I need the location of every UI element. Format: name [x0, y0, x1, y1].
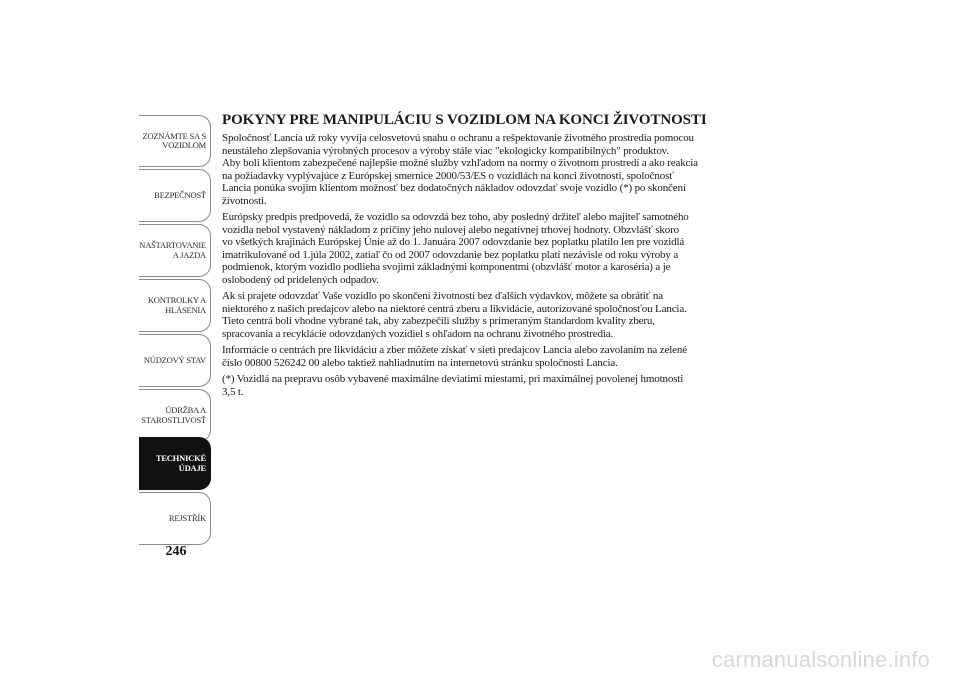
paragraph: Ak si prajete odovzdať Vaše vozidlo po skončení životnosti bez ďalších výdavkov, môžete sa obrátiť na niektorého z našich predajcov alebo na niektoré centrá zberu a likvidácie, autorizované spoločnosťou Lancia. Tieto centrá boli vhodne vybrané tak, aby zabezpečili služby s primeraným štandardom kvality zberu, spracovania a recyklácie odovzdaných vozidiel s ohľadom na ochranu životného prostredia.	[222, 290, 687, 340]
tab-nastartovanie-a-jazda[interactable]	[139, 224, 211, 277]
footnote: (*) Vozidlá na prepravu osôb vybavené maximálne deviatimi miestami, pri maximálnej povolenej hmotnosti 3,5 t.	[222, 373, 684, 398]
tab-label: NÚDZOVÝ STAV	[143, 354, 206, 365]
tab-label: TECHNICKÉ ÚDAJE	[155, 453, 206, 473]
paragraph: Spoločnosť Lancia už roky vyvíja celosvetovú snahu o ochranu a rešpektovanie životného prostredia pomocou neustáleho zlepšovania výrobných procesov a výroby stále viac "ekologicky kompatibilných" produktov. Aby boli klientom zabezpečené najlepšie možné služby vzhľadom na normy o životnom prostredí a ako reakcia na požiadavky vyplývajúce z Európskej smernice 2000/53/ES o vozidlách na konci životnosti, spoločnosť Lancia ponúka svojim klientom možnosť bez dodatočných nákladov odovzdať svoje vozidlo (*) po skončení životnosti.	[222, 132, 698, 207]
page-number: 246	[165, 544, 187, 559]
tab-kontrolky-a-hlasenia[interactable]	[139, 279, 211, 332]
tab-technicke-udaje[interactable]	[139, 437, 211, 490]
tab-nudzovy-stav[interactable]	[139, 334, 211, 387]
tab-label: ZOZNÁMTE SA S VOZIDLOM	[142, 130, 206, 150]
tab-label: BEZPEČNOSŤ	[154, 189, 206, 200]
paragraph: Informácie o centrách pre likvidáciu a zber môžete získať v sieti predajcov Lancia alebo zavolaním na zelené číslo 00800 526242 00 alebo taktiež nahliadnutím na internetovú stránku spoločnosti Lancia.	[222, 344, 687, 369]
tab-bezpecnost[interactable]	[139, 169, 211, 222]
paragraph: Európsky predpis predpovedá, že vozidlo sa odovzdá bez toho, aby posledný držiteľ alebo majiteľ samotného vozidla nebol vystavený nákladom z príčiny jeho nulovej alebo negatívnej trhovej hodnoty. Obzvlášť skoro vo všetkých krajinách Európskej Únie až do 1. Januára 2007 odovzdanie bez poplatku platilo len pre vozidlá imatrikulované od 1.júla 2002, zatiaľ čo od 2007 odovzdanie bez poplatku platí nezávisle od roku výroby a podmienok, ktorým vozidlo podlieha svojimi základnými komponentmi (obzvlášť motor a karoséria) a je oslobodený od pridelených odpadov.	[222, 211, 689, 286]
tab-rejstrik[interactable]	[139, 492, 211, 545]
watermark: carmanualsonline.info	[711, 647, 930, 672]
main-content	[222, 112, 782, 402]
tab-label: KONTROLKY A HLÁSENIA	[147, 295, 206, 315]
tab-zoznamte-sa-s-vozidlom[interactable]	[139, 115, 211, 167]
page-title: POKYNY PRE MANIPULÁCIU S VOZIDLOM NA KONCI ŽIVOTNOSTI	[222, 112, 707, 128]
tab-label: NAŠTARTOVANIE A JAZDA	[139, 240, 206, 260]
tab-udrzba-a-starostlivost[interactable]	[139, 389, 211, 442]
tab-label: REJSTŘÍK	[168, 512, 206, 523]
tab-label: ÚDRŽBA A STAROSTLIVOSŤ	[141, 405, 206, 425]
